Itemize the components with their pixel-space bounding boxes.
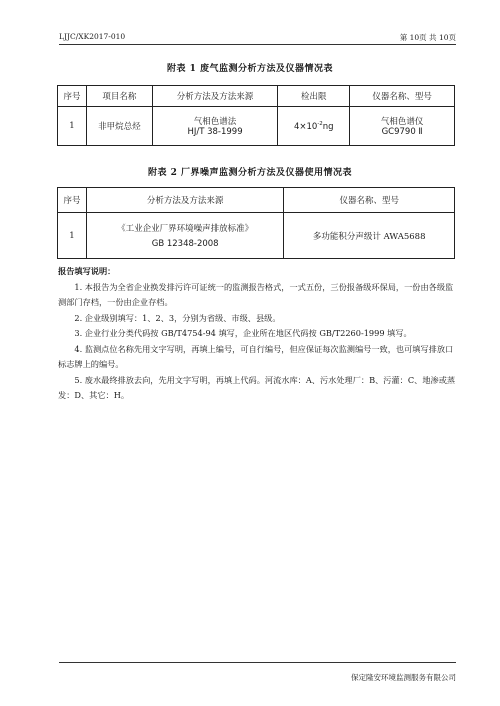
row-number: 1 (58, 107, 87, 146)
table-row (58, 213, 455, 259)
table1-caption: 附表 1 废气监测分析方法及仪器情况表 (166, 64, 334, 74)
method-name: 气相色谱法 (193, 117, 237, 127)
page-indicator: 第 10页 共 10页 (399, 33, 456, 42)
column-header: 仪器名称、型号 (284, 188, 455, 213)
instrument-model: GC9790 Ⅱ (381, 127, 423, 137)
column-header: 分析方法及方法来源 (86, 188, 283, 213)
column-header: 仪器名称、型号 (350, 86, 455, 107)
row-number: 1 (58, 213, 87, 259)
instrument-name: 气相色谱仪 (380, 117, 424, 127)
method-name: 《工业企业厂界环境噪声排放标准》 (117, 224, 254, 234)
method-standard: GB 12348-2008 (151, 239, 219, 249)
column-header: 检出限 (278, 86, 350, 107)
report-instructions (58, 264, 458, 404)
column-header: 项目名称 (86, 86, 152, 107)
method-standard: HJ/T 38-1999 (187, 127, 243, 137)
instruction-item: 2. 企业级别填写：1、2、3，分别为省级、市级、县级。 (74, 312, 281, 323)
page-footer (59, 662, 456, 689)
table-row (58, 107, 455, 146)
organization-name: 保定隆安环境监测服务有限公司 (351, 673, 456, 682)
instrument (350, 107, 455, 146)
column-header: 分析方法及方法来源 (152, 86, 278, 107)
table-header-row (58, 188, 455, 213)
table-header-row (58, 86, 455, 107)
page-header (59, 30, 456, 45)
instrument: 多功能积分声级计 AWA5688 (284, 213, 455, 259)
limit-base: 4×10 (293, 121, 318, 132)
instruction-item: 1. 本报告为全省企业换发排污许可证统一的监测报告格式，一式五份，三份报备级环保局，一份由各级监测部门存档，一份由企业存档。 (58, 281, 454, 307)
analysis-method (86, 213, 283, 259)
column-header: 序号 (58, 188, 87, 213)
limit-unit: ng (322, 121, 334, 132)
item-name: 非甲烷总烃 (86, 107, 152, 146)
exhaust-gas-method-table (57, 85, 455, 146)
table2-caption: 附表 2 厂界噪声监测分析方法及仪器使用情况表 (147, 168, 353, 178)
column-header: 序号 (58, 86, 87, 107)
detection-limit (278, 107, 350, 146)
instruction-item: 4. 监测点位名称先用文字写明，再填上编号，可自行编号，但应保证每次监测编号一致，也可填写排放口标志牌上的编号。 (58, 343, 454, 369)
instruction-item: 3. 企业行业分类代码按 GB/T4754-94 填写，企业所在地区代码按 GB/T2260-1999 填写。 (74, 328, 412, 338)
limit-exponent: -2 (317, 120, 323, 127)
instruction-item: 5. 废水最终排放去向，先用文字写明，再填上代码。河流水库：A、污水处理厂：B、污灌：C、地渗或蒸发：D、其它：H。 (58, 374, 456, 400)
document-code: LJJC/XK2017-010 (59, 32, 126, 41)
noise-method-table (57, 187, 455, 259)
instructions-title: 报告填写说明： (58, 266, 116, 276)
analysis-method (152, 107, 278, 146)
